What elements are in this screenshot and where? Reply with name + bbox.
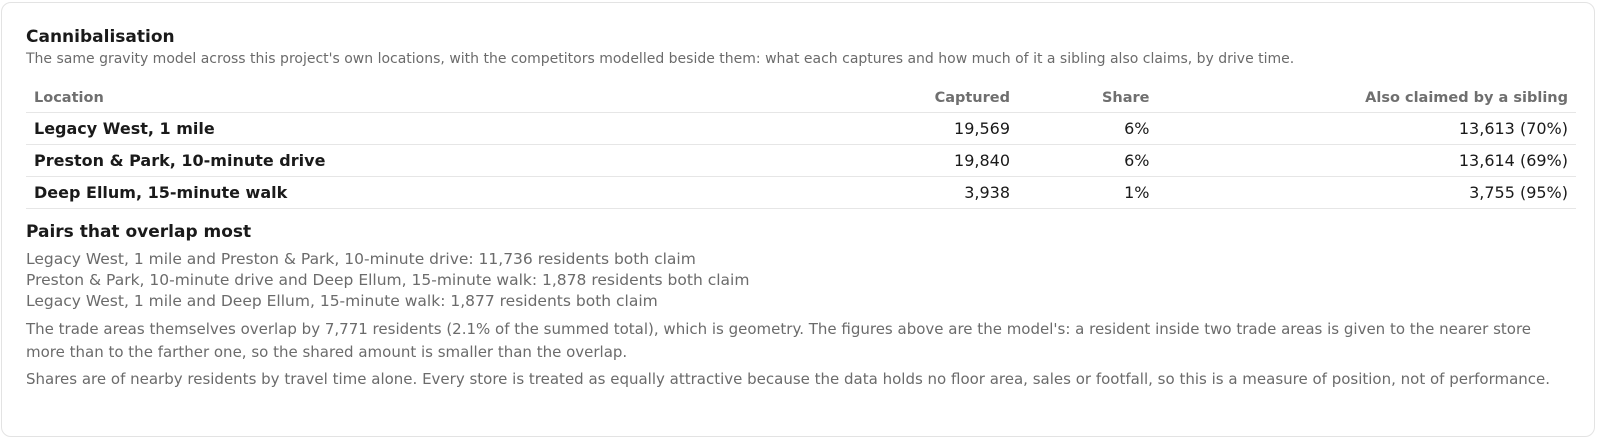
row-sibling: 13,613 (70%) — [1158, 113, 1577, 145]
table-row — [26, 145, 1576, 177]
overlap-note: The trade areas themselves overlap by 7,771 residents (2.1% of the summed total), which is geometry. The figures above are the model's: a resident inside two trade areas is given to the nearer store more than to the farther one, so the shared amount is smaller than the overlap. — [26, 320, 1532, 361]
table-row — [26, 113, 1576, 145]
pairs-heading: Pairs that overlap most — [26, 222, 252, 242]
row-sibling: 13,614 (69%) — [1158, 145, 1577, 177]
row-captured: 19,840 — [879, 145, 1019, 177]
row-location: Preston & Park, 10-minute drive — [26, 145, 879, 177]
list-item: Legacy West, 1 mile and Preston & Park, 10-minute drive: 11,736 residents both claim — [26, 250, 696, 268]
cannibalisation-card — [1, 2, 1595, 437]
card-title: Cannibalisation — [26, 27, 175, 47]
row-location: Legacy West, 1 mile — [26, 113, 879, 145]
table-header-row — [26, 83, 1576, 113]
cannibalisation-table — [26, 83, 1576, 209]
column-header-sibling: Also claimed by a sibling — [1158, 83, 1577, 113]
pairs-list — [26, 249, 1570, 312]
table-row — [26, 177, 1576, 209]
list-item: Preston & Park, 10-minute drive and Deep Ellum, 15-minute walk: 1,878 residents both claim — [26, 271, 750, 289]
card-subtitle: The same gravity model across this project's own locations, with the competitors modelled beside them: what each captures and how much of it a sibling also claims, by drive time. — [26, 51, 1295, 67]
row-location: Deep Ellum, 15-minute walk — [26, 177, 879, 209]
row-share: 6% — [1018, 113, 1158, 145]
row-share: 6% — [1018, 145, 1158, 177]
column-header-location: Location — [26, 83, 879, 113]
row-sibling: 3,755 (95%) — [1158, 177, 1577, 209]
column-header-share: Share — [1018, 83, 1158, 113]
row-share: 1% — [1018, 177, 1158, 209]
list-item: Legacy West, 1 mile and Deep Ellum, 15-minute walk: 1,877 residents both claim — [26, 292, 658, 310]
column-header-captured: Captured — [879, 83, 1019, 113]
row-captured: 19,569 — [879, 113, 1019, 145]
attractiveness-note: Shares are of nearby residents by travel time alone. Every store is treated as equally attractive because the data holds no floor area, sales or footfall, so this is a measure of position, not of performance. — [26, 370, 1551, 388]
row-captured: 3,938 — [879, 177, 1019, 209]
